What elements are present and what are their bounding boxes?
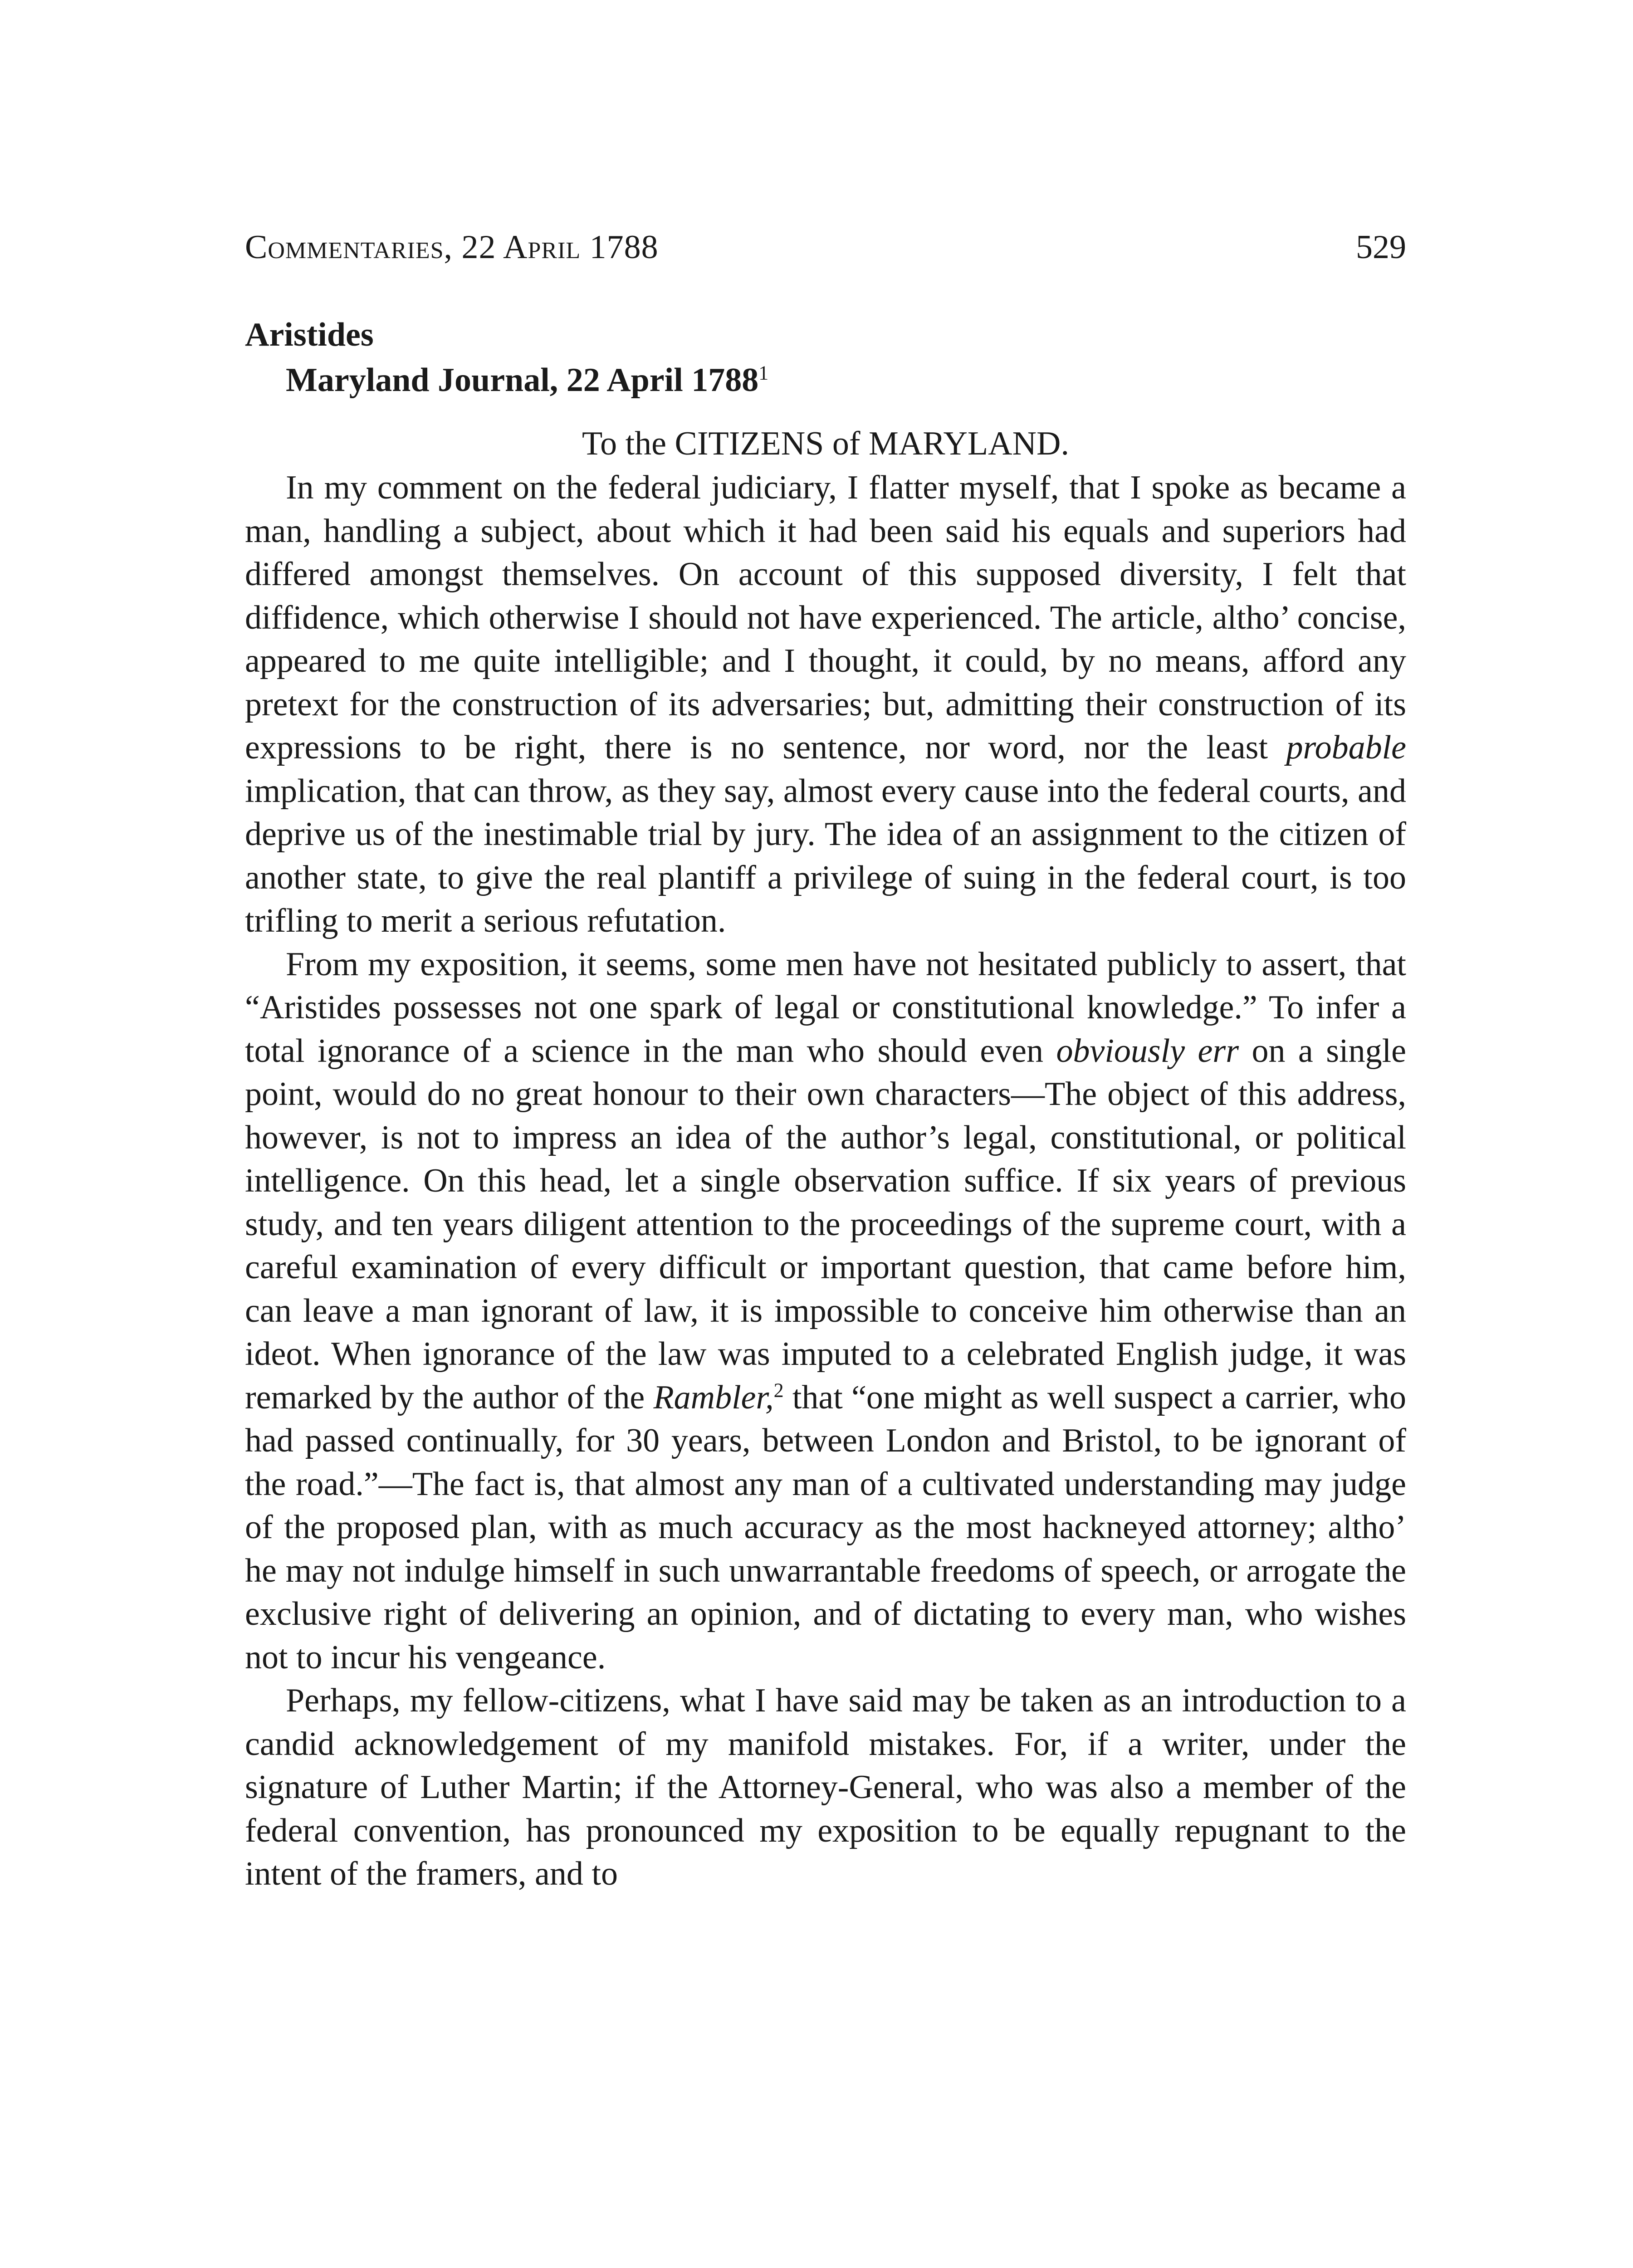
document-author: Aristides (245, 316, 374, 353)
footnote-reference: 2 (773, 1378, 784, 1401)
italic-phrase: Rambler, (653, 1378, 774, 1416)
paragraph-text: In my comment on the federal judiciary, I flatter myself, that I spoke as became a man, handling a subject, about which it had been said his equals and superiors had differed amongst themselves. On account of this supposed diversity, I felt that diffidence, which otherwise I should not have experienced. The article, altho’ concise, appeared to me quite intelligible; and I thought, it could, by no means, afford any pretext for the construction of its adversaries; but, admitting their construction of its expressions to be right, there is no sentence, nor word, nor the least (245, 469, 1406, 766)
paragraph-text: implication, that can throw, as they say, almost every cause into the federal courts, and deprive us of the inestimable trial by jury. The idea of an assignment to the citizen of another state, to give the real plantiff a privilege of suing in the federal court, is too trifling to merit a serious refutation. (245, 772, 1406, 939)
footnote-reference: 1 (758, 362, 769, 384)
paragraph-text: that “one might as well suspect a carrier, who had passed continually, for 30 years, between London and Bristol, to be ignorant of the road.”—The fact is, that almost any man of a cultivated understanding may judge of the proposed plan, with as much accuracy as the most hackneyed attorney; altho’ he may not indulge himself in such unwarrantable freedoms of speech, or arrogate the exclusive right of delivering an opinion, and of dictating to every man, who wishes not to incur his vengeance. (245, 1378, 1406, 1676)
italic-phrase: obviously err (1056, 1032, 1239, 1070)
document-source (286, 358, 1447, 402)
running-head (245, 222, 1406, 272)
paragraph-text: Perhaps, my fellow-citizens, what I have said may be taken as an introduction to a candid acknowledgement of my manifold mistakes. For, if a writer, under the signature of Luther Martin; if the Attorney-General, who was also a member of the federal convention, has pronounced my exposition to be equally repugnant to the intent of the framers, and to (245, 1682, 1406, 1892)
running-head-title: Commentaries, 22 April 1788 (245, 229, 659, 266)
paragraph (245, 943, 1406, 1680)
page-number: 529 (1356, 229, 1406, 266)
paragraph-text: From my exposition, it seems, some men have not hesitated publicly to assert, that “Aristides possesses not one spark of legal or constitutional knowledge.” To infer a total ignorance of a science in the man who should even (245, 945, 1406, 1070)
paragraph (245, 1679, 1406, 1896)
paragraph (245, 466, 1406, 943)
document-source-text: Maryland Journal, 22 April 1788 (286, 362, 759, 399)
paragraph-text: on a single point, would do no great honour to their own characters—The object of this address, however, is not to impress an idea of the author’s legal, constitutional, or political intelligence. On this head, let a single observation suffice. If six years of previous study, and ten years diligent attention to the proceedings of the supreme court, with a careful examination of every difficult or important question, that came before him, can leave a man ignorant of law, it is impossible to conceive him otherwise than an ideot. When ignorance of the law was imputed to a celebrated English judge, it was remarked by the author of the (245, 1032, 1407, 1416)
salutation: To the CITIZENS of MARYLAND. (582, 425, 1069, 462)
italic-phrase: probable (1286, 729, 1406, 766)
body-text (245, 466, 1406, 1896)
